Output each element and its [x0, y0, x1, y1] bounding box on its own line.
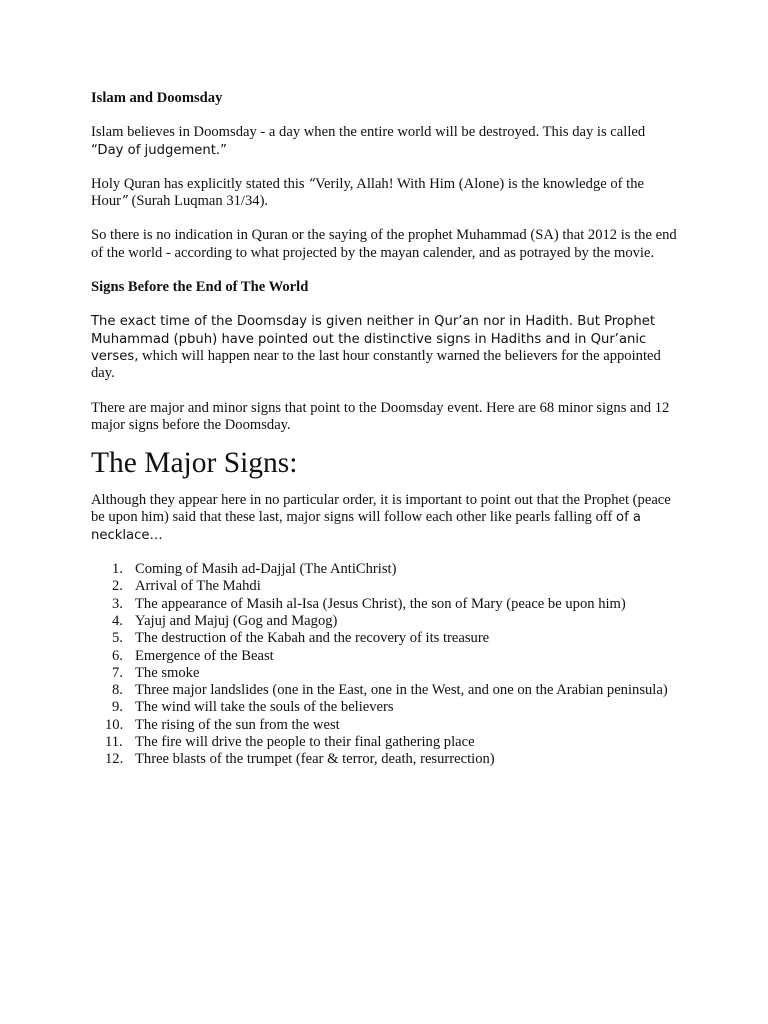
- quote-source-text: (Surah Luqman 31/34).: [127, 193, 269, 210]
- list-item: [91, 613, 681, 630]
- list-item-text: Three blasts of the trumpet (fear & terror, death, resurrection): [135, 751, 495, 768]
- list-item-number: 11.: [105, 734, 123, 751]
- list-item-number: 7.: [112, 664, 123, 681]
- open-quote-mark: “: [308, 176, 316, 192]
- list-item: [91, 578, 681, 595]
- list-item-text: Three major landslides (one in the East, one in the West, and one on the Arabian peninsula): [135, 682, 668, 699]
- major-signs-heading: The Major Signs:: [91, 447, 298, 480]
- list-item-text: Yajuj and Majuj (Gog and Magog): [135, 612, 338, 629]
- list-item-number: 1.: [112, 561, 123, 578]
- list-item-text: The rising of the sun from the west: [135, 716, 340, 733]
- list-item-text: The destruction of the Kabah and the recovery of its treasure: [135, 630, 490, 647]
- list-item-text: The wind will take the souls of the believers: [135, 699, 394, 716]
- list-item-number: 8.: [112, 682, 123, 699]
- major-signs-list: [91, 561, 681, 769]
- section-subheading: Signs Before the End of The World: [91, 279, 309, 296]
- list-item: [91, 630, 681, 647]
- list-item: [91, 648, 681, 665]
- list-item: [91, 751, 681, 768]
- paragraph-intro-text: Islam believes in Doomsday - a day when the entire world will be destroyed. This day is called: [91, 124, 646, 141]
- list-item-text: Emergence of the Beast: [135, 647, 274, 664]
- paragraph-necklace: [91, 492, 681, 544]
- paragraph-2012: So there is no indication in Quran or the saying of the prophet Muhammad (SA) that 2012 is the end of the world - according to what projected by the mayan calender, and as potrayed by the movie.: [91, 227, 677, 261]
- close-quote-mark: ”: [121, 194, 128, 210]
- list-item-number: 9.: [112, 699, 123, 716]
- list-item-text: The smoke: [135, 664, 200, 681]
- list-item-number: 4.: [112, 612, 123, 629]
- list-item-number: 10.: [105, 716, 124, 733]
- list-item: [91, 682, 681, 699]
- list-item: [91, 717, 681, 734]
- list-item-number: 6.: [112, 647, 123, 664]
- list-item-text: The appearance of Masih al-Isa (Jesus Christ), the son of Mary (peace be upon him): [135, 595, 626, 612]
- exact-time-text-b: which will happen near to the last hour constantly warned the believers for the appointed day.: [91, 347, 661, 382]
- quote-lead-text: Holy Quran has explicitly stated this: [91, 175, 309, 192]
- day-of-judgement-text: “Day of judgement.”: [91, 142, 227, 158]
- list-item-number: 5.: [112, 630, 123, 647]
- list-item: [91, 734, 681, 751]
- necklace-text-a: Although they appear here in no particular order, it is important to point out that the Prophet (peace be upon him) said that these last, major signs will follow each other like pearls falling off: [91, 492, 671, 526]
- list-item-number: 12.: [105, 751, 124, 768]
- necklace-text-b: of a necklace…: [91, 510, 641, 543]
- list-item-number: 3.: [112, 595, 123, 612]
- document-page: [91, 90, 681, 769]
- list-item: [91, 665, 681, 682]
- document-title: Islam and Doomsday: [91, 90, 223, 106]
- paragraph-quran-quote: [91, 176, 681, 211]
- list-item-number: 2.: [112, 578, 123, 595]
- list-item-text: The fire will drive the people to their final gathering place: [135, 734, 475, 751]
- list-item-text: Coming of Masih ad-Dajjal (The AntiChrist): [135, 561, 397, 578]
- quote-text: Verily, Allah! With Him (Alone) is the knowledge of the Hour: [91, 175, 645, 210]
- list-item-text: Arrival of The Mahdi: [135, 578, 261, 595]
- list-item: [91, 561, 681, 578]
- paragraph-intro: [91, 124, 681, 159]
- paragraph-major-minor: There are major and minor signs that point to the Doomsday event. Here are 68 minor signs and 12 major signs before the Doomsday.: [91, 399, 670, 433]
- list-item: [91, 596, 681, 613]
- list-item: [91, 699, 681, 716]
- paragraph-exact-time: [91, 313, 681, 382]
- exact-time-text-a: The exact time of the Doomsday is given neither in Qur’an nor in Hadith. But Prophet Muhammad (pbuh) have pointed out the distinctive signs in Hadiths and in Qur’anic verses,: [91, 314, 655, 364]
